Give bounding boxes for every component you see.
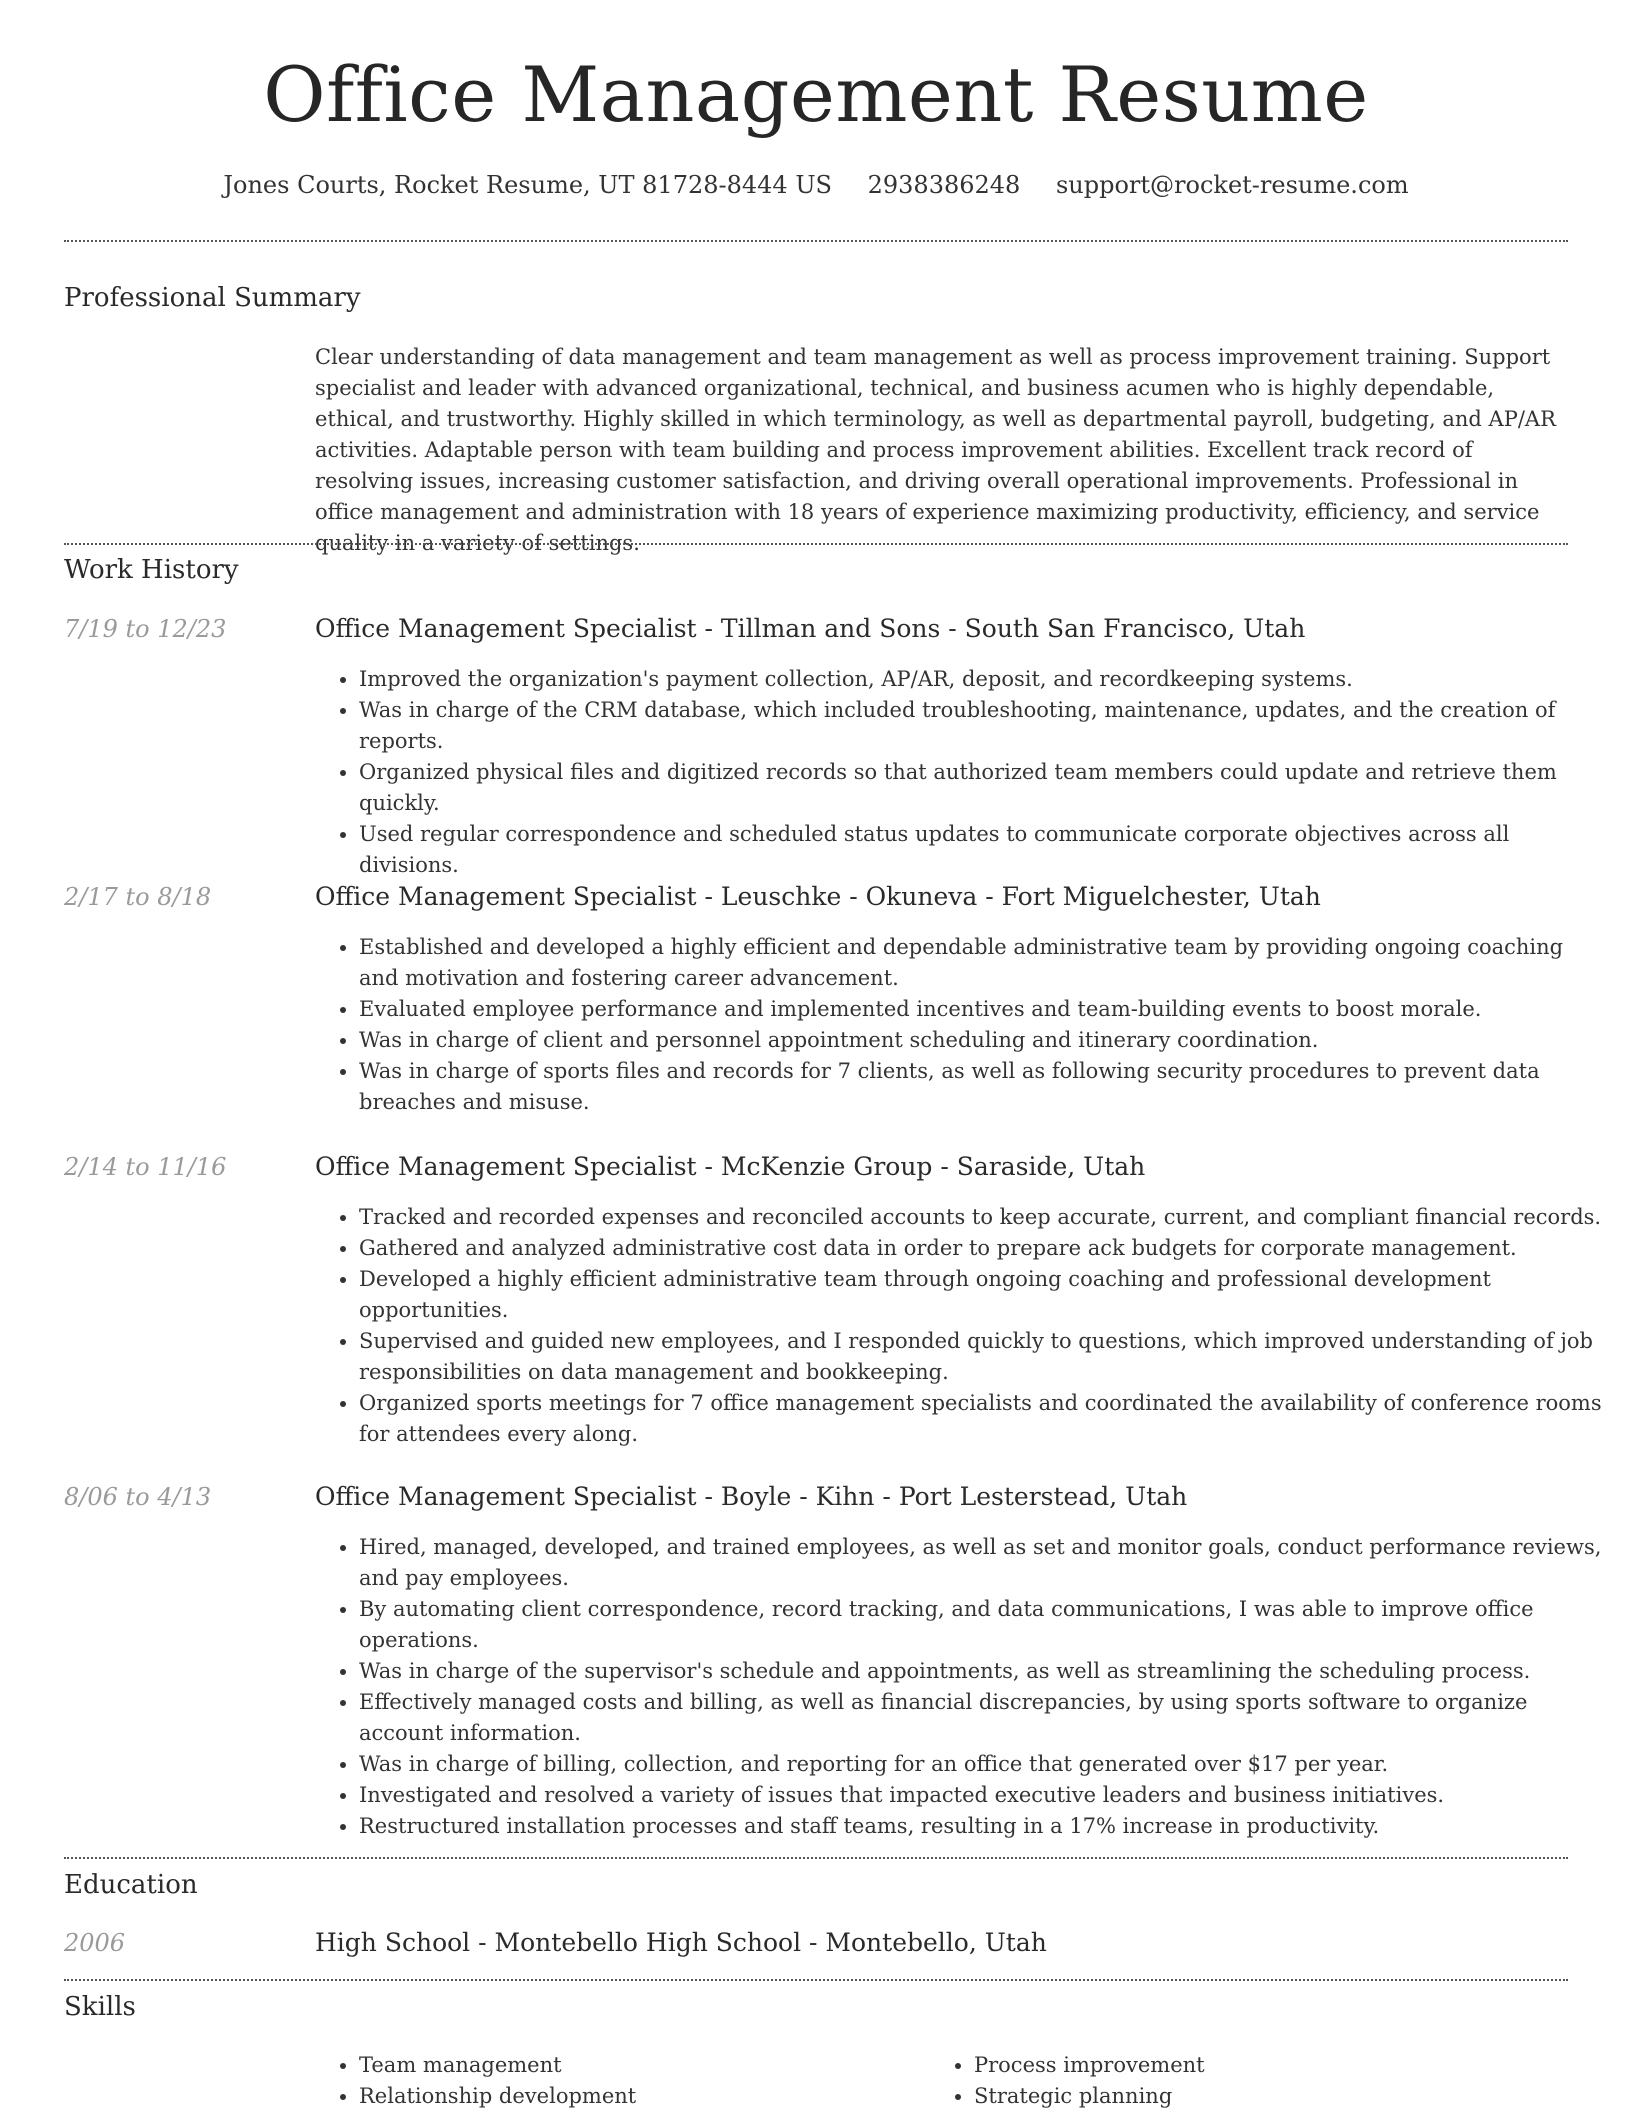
job-dates: 2/17 to 8/18 bbox=[64, 883, 212, 911]
skills-list-right bbox=[930, 2050, 1205, 2112]
list-item: • Improved the organization's payment collection, AP/AR, deposit, and recordkeeping systems. bbox=[359, 664, 1609, 695]
work-history-heading: Work History bbox=[64, 555, 239, 585]
list-item: • Supervised and guided new employees, and I responded quickly to questions, which improved understanding of job responsibilities on data management and bookkeeping. bbox=[359, 1326, 1609, 1388]
education-year: 2006 bbox=[64, 1929, 126, 1957]
divider bbox=[64, 1857, 1568, 1859]
list-item: • Gathered and analyzed administrative cost data in order to prepare ack budgets for corporate management. bbox=[359, 1233, 1609, 1264]
summary-heading: Professional Summary bbox=[64, 283, 361, 313]
job-dates: 2/14 to 11/16 bbox=[64, 1153, 227, 1181]
list-item: • Developed a highly efficient administrative team through ongoing coaching and professional development opportunities. bbox=[359, 1264, 1609, 1326]
divider bbox=[64, 240, 1568, 242]
list-item: • Organized sports meetings for 7 office management specialists and coordinated the availability of conference rooms for attendees every along. bbox=[359, 1388, 1609, 1450]
list-item: • Strategic planning bbox=[974, 2081, 1205, 2112]
job-dates: 7/19 to 12/23 bbox=[64, 615, 227, 643]
list-item: • Hired, managed, developed, and trained employees, as well as set and monitor goals, conduct performance reviews, and pay employees. bbox=[359, 1532, 1609, 1594]
education-entry: High School - Montebello High School - Montebello, Utah bbox=[315, 1928, 1047, 1957]
list-item: • Was in charge of sports files and records for 7 clients, as well as following security procedures to prevent data breaches and misuse. bbox=[359, 1056, 1609, 1118]
skills-heading: Skills bbox=[64, 1992, 136, 2022]
list-item: • Relationship development bbox=[359, 2081, 636, 2112]
divider bbox=[64, 543, 1568, 545]
job-dates: 8/06 to 4/13 bbox=[64, 1483, 212, 1511]
list-item: • Established and developed a highly efficient and dependable administrative team by providing ongoing coaching and motivation and fostering career advancement. bbox=[359, 932, 1609, 994]
job-bullets bbox=[315, 932, 1609, 1118]
list-item: • Investigated and resolved a variety of issues that impacted executive leaders and business initiatives. bbox=[359, 1780, 1609, 1811]
job-bullets bbox=[315, 1532, 1609, 1842]
resume-title: Office Management Resume bbox=[263, 50, 1369, 139]
list-item: • Used regular correspondence and scheduled status updates to communicate corporate objectives across all divisions. bbox=[359, 819, 1609, 881]
job-bullets bbox=[315, 664, 1609, 881]
skills-list-left bbox=[315, 2050, 636, 2112]
list-item: • Was in charge of the CRM database, which included troubleshooting, maintenance, updates, and the creation of reports. bbox=[359, 695, 1609, 757]
list-item: • Restructured installation processes and staff teams, resulting in a 17% increase in productivity. bbox=[359, 1811, 1609, 1842]
contact-email: support@rocket-resume.com bbox=[1055, 171, 1409, 199]
list-item: • Team management bbox=[359, 2050, 636, 2081]
list-item: • Was in charge of billing, collection, and reporting for an office that generated over $17 per year. bbox=[359, 1749, 1609, 1780]
summary-text: Clear understanding of data management and team management as well as process improvement training. Support specialist and leader with advanced organizational, technical, and business acumen who is highly dependable, ethical, and trustworthy. Highly skilled in which terminology, as well as departmental payroll, budgeting, and AP/AR activities. Adaptable person with team building and process improvement abilities. Excellent track record of resolving issues, increasing customer satisfaction, and driving overall operational improvements. Professional in office management and administration with 18 years of experience maximizing productivity, efficiency, and service quality in a variety of settings. bbox=[315, 345, 1556, 555]
list-item: • Was in charge of client and personnel appointment scheduling and itinerary coordination. bbox=[359, 1025, 1609, 1056]
job-title: Office Management Specialist - Boyle - Kihn - Port Lesterstead, Utah bbox=[315, 1482, 1188, 1511]
list-item: • Process improvement bbox=[974, 2050, 1205, 2081]
list-item: • Evaluated employee performance and implemented incentives and team-building events to boost morale. bbox=[359, 994, 1609, 1025]
list-item: • By automating client correspondence, record tracking, and data communications, I was able to improve office operations. bbox=[359, 1594, 1609, 1656]
divider bbox=[64, 1979, 1568, 1981]
job-bullets bbox=[315, 1202, 1609, 1450]
list-item: • Organized physical files and digitized records so that authorized team members could update and retrieve them quickly. bbox=[359, 757, 1609, 819]
contact-phone: 2938386248 bbox=[867, 171, 1021, 199]
job-title: Office Management Specialist - McKenzie Group - Saraside, Utah bbox=[315, 1152, 1146, 1181]
list-item: • Was in charge of the supervisor's schedule and appointments, as well as streamlining the scheduling process. bbox=[359, 1656, 1609, 1687]
list-item: • Tracked and recorded expenses and reconciled accounts to keep accurate, current, and compliant financial records. bbox=[359, 1202, 1609, 1233]
education-heading: Education bbox=[64, 1870, 198, 1900]
contact-line bbox=[0, 171, 1632, 199]
list-item: • Effectively managed costs and billing, as well as financial discrepancies, by using sports software to organize account information. bbox=[359, 1687, 1609, 1749]
contact-address: Jones Courts, Rocket Resume, UT 81728-8444 US bbox=[223, 171, 832, 199]
job-title: Office Management Specialist - Leuschke - Okuneva - Fort Miguelchester, Utah bbox=[315, 882, 1321, 911]
job-title: Office Management Specialist - Tillman and Sons - South San Francisco, Utah bbox=[315, 614, 1306, 643]
